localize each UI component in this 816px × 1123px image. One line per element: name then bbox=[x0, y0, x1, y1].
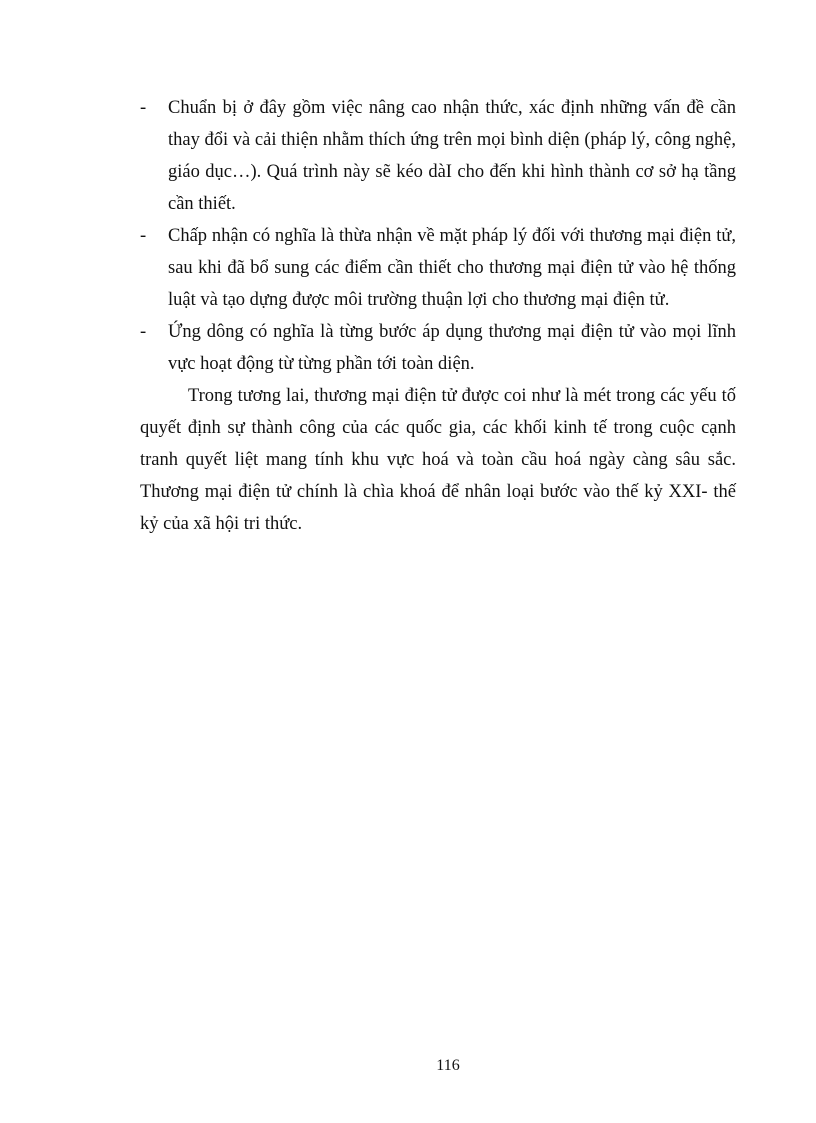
bullet-text: Ứng dông có nghĩa là từng bước áp dụng thương mại điện tử vào mọi lĩnh vực hoạt động từ từng phần tới toàn diện. bbox=[168, 322, 736, 374]
bullet-item-application bbox=[140, 316, 736, 380]
bullet-item-acceptance bbox=[140, 220, 736, 316]
bullet-item-preparation bbox=[140, 92, 736, 220]
bullet-text: Chuẩn bị ở đây gồm việc nâng cao nhận thức, xác định những vấn đề cần thay đổi và cải thiện nhằm thích ứng trên mọi bình diện (pháp lý, công nghệ, giáo dục…). Quá trình này sẽ kéo dàI cho đến khi hình thành cơ sở hạ tầng cần thiết. bbox=[168, 98, 736, 214]
bullet-marker: - bbox=[140, 226, 147, 246]
bullet-text: Chấp nhận có nghĩa là thừa nhận về mặt pháp lý đối với thương mại điện tử, sau khi đã bổ sung các điểm cần thiết cho thương mại điện tử vào hệ thống luật và tạo dựng được môi trường thuận lợi cho thương mại điện tử. bbox=[168, 226, 736, 310]
bullet-marker: - bbox=[140, 322, 147, 342]
closing-paragraph: Trong tương lai, thương mại điện tử được coi như là mét trong các yếu tố quyết định sự thành công của các quốc gia, các khối kinh tế trong cuộc cạnh tranh quyết liệt mang tính khu vực hoá và toàn cầu hoá ngày càng sâu sắc. Thương mại điện tử chính là chìa khoá để nhân loại bước vào thế kỷ XXI- thế kỷ của xã hội tri thức. bbox=[140, 386, 736, 534]
document-body bbox=[140, 92, 736, 540]
bullet-marker: - bbox=[140, 98, 147, 118]
page-number: 116 bbox=[436, 1057, 460, 1074]
